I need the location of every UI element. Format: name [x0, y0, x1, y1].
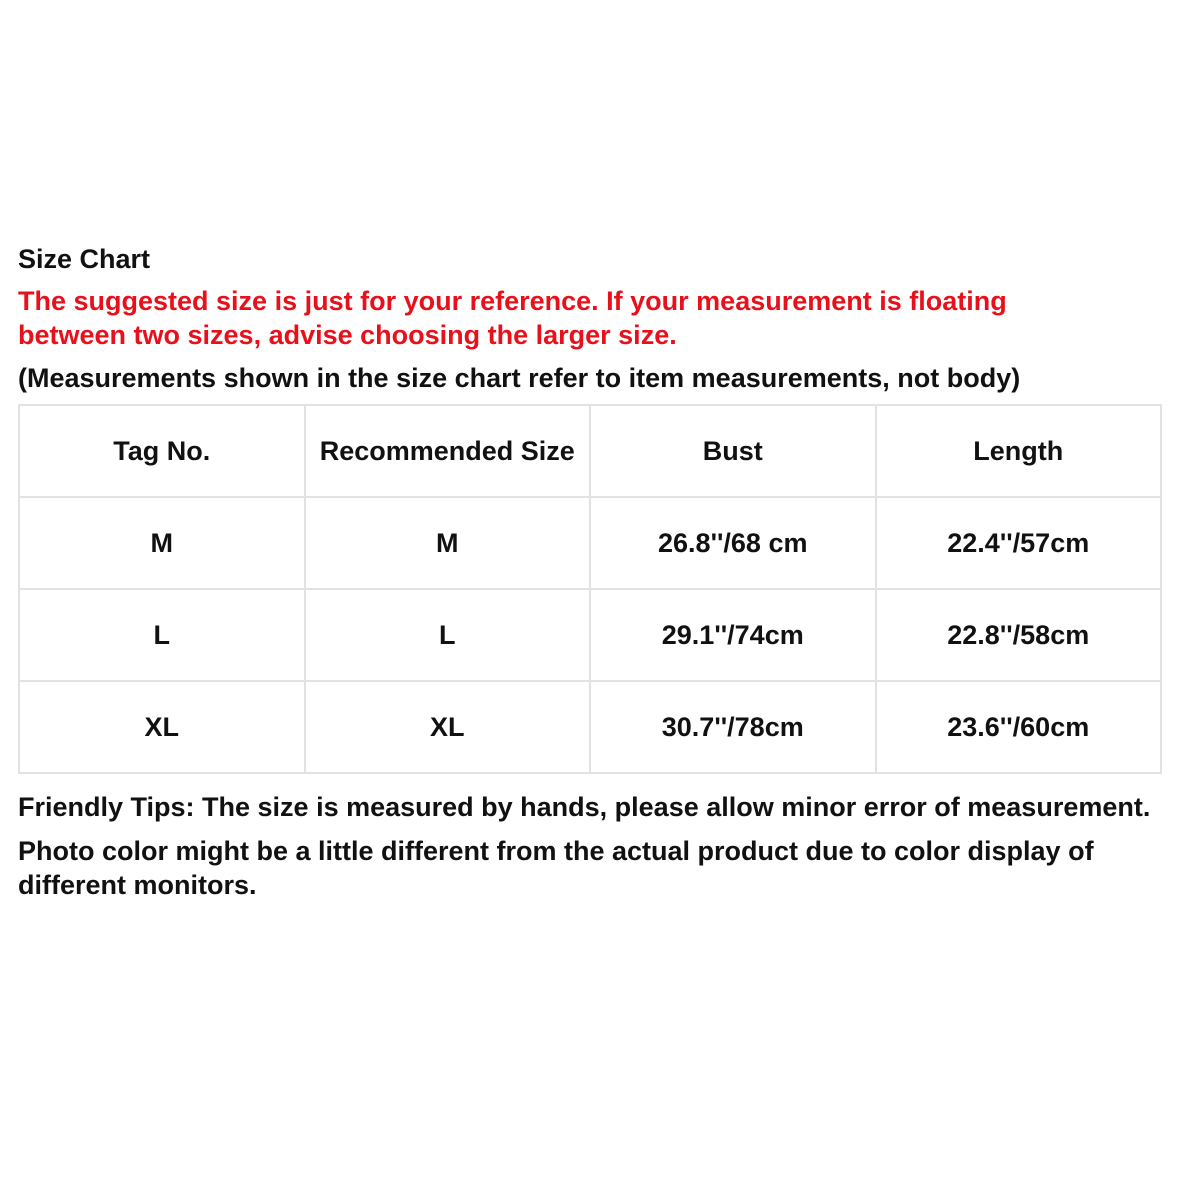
cell-recommended-size: L	[305, 589, 591, 681]
cell-bust: 30.7''/78cm	[590, 681, 876, 773]
column-header-tag-no: Tag No.	[19, 405, 305, 497]
cell-bust: 26.8''/68 cm	[590, 497, 876, 589]
cell-length: 23.6''/60cm	[876, 681, 1162, 773]
table-row	[19, 681, 1161, 773]
column-header-length: Length	[876, 405, 1162, 497]
table-header-row	[19, 405, 1161, 497]
cell-bust: 29.1''/74cm	[590, 589, 876, 681]
size-notice: The suggested size is just for your reference. If your measurement is floating between two sizes, advise choosing the larger size.	[18, 286, 1007, 350]
size-chart-heading: Size Chart	[18, 244, 151, 274]
size-table	[18, 404, 1162, 774]
cell-tag-no: XL	[19, 681, 305, 773]
cell-tag-no: M	[19, 497, 305, 589]
cell-recommended-size: XL	[305, 681, 591, 773]
cell-length: 22.8''/58cm	[876, 589, 1162, 681]
cell-length: 22.4''/57cm	[876, 497, 1162, 589]
measurement-note: (Measurements shown in the size chart refer to item measurements, not body)	[18, 363, 1021, 393]
cell-tag-no: L	[19, 589, 305, 681]
size-chart-section	[18, 240, 1182, 902]
table-row	[19, 589, 1161, 681]
column-header-bust: Bust	[590, 405, 876, 497]
cell-recommended-size: M	[305, 497, 591, 589]
friendly-tips: Friendly Tips: The size is measured by hands, please allow minor error of measurement.	[18, 792, 1151, 822]
photo-color-note: Photo color might be a little different from the actual product due to color display of different monitors.	[18, 836, 1094, 900]
column-header-recommended-size: Recommended Size	[305, 405, 591, 497]
table-row	[19, 497, 1161, 589]
